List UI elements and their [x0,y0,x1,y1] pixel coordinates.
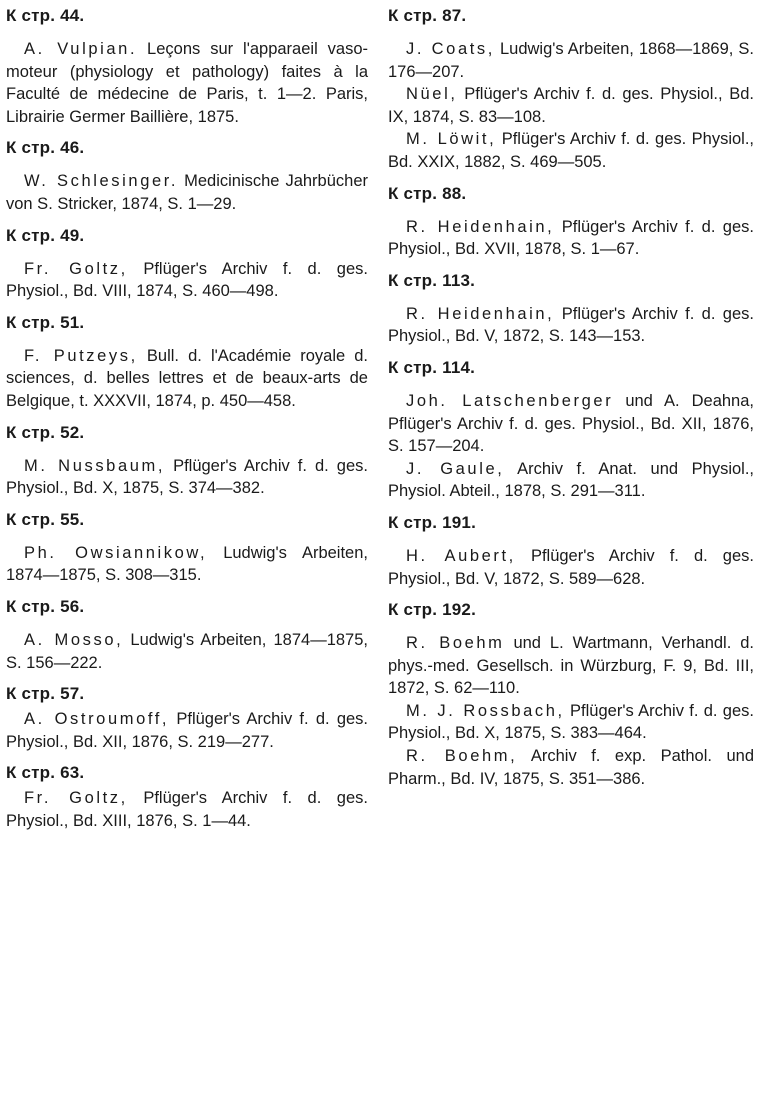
reference-text: Archiv f. Anat. und Physiol., Physiol. Abteil., 1878, S. 291—311. [388,459,754,501]
section-p55 [6,508,368,587]
reference-entry [388,545,754,590]
section-p113 [388,269,754,348]
reference-entry [6,629,368,674]
reference-entry [388,216,754,261]
reference-text: Leçons sur l'apparaeil vaso-moteur (physiology et pathology) faites à la Faculté de médecine de Paris, t. 1—2. Paris, Librairie Germer Baillière, 1875. [6,40,369,126]
section-heading: К стр. 55. [6,509,85,529]
reference-text: Pflüger's Archiv f. d. ges. Physiol., Bd. VIII, 1874, S. 460—498. [6,259,368,301]
reference-entry [6,455,368,500]
reference-entry [388,83,754,128]
reference-author: J. Gaule, [406,459,505,478]
section-heading: К стр. 192. [388,600,476,620]
section-p63 [6,761,368,832]
section-heading: К стр. 44. [6,6,85,25]
reference-author: A. Mosso, [24,630,124,649]
section-p44 [6,4,368,128]
reference-entry [6,258,368,303]
reference-author: Nüel, [406,85,458,104]
section-heading: К стр. 57. [6,684,85,704]
section-heading: К стр. 63. [6,763,85,783]
section-heading: К стр. 52. [6,422,85,442]
reference-text: Pflüger's Archiv f. d. ges. Physiol., Bd. V, 1872, S. 589—628. [388,546,754,588]
reference-text: Ludwig's Arbeiten, 1874—1875, S. 156—222. [6,630,368,672]
reference-entry [388,128,754,173]
reference-author: Fr. Goltz, [24,259,128,278]
reference-text: Pflüger's Archiv f. d. ges. Physiol., Bd. XIII, 1876, S. 1—44. [6,789,368,830]
reference-text: Pflüger's Archiv f. d. ges. Physiol., Bd. V, 1872, S. 143—153. [388,304,754,346]
reference-entry [6,38,368,128]
reference-text: Ludwig's Arbeiten, 1868—1869, S. 176—207. [388,40,754,81]
reference-entry [388,390,754,458]
reference-author: M. Löwit, [406,130,497,149]
reference-author: M. J. Rossbach, [406,701,565,720]
section-heading: К стр. 51. [6,312,85,332]
section-p88 [388,182,754,261]
section-p49 [6,224,368,303]
reference-entry [6,170,368,215]
reference-text: Pflüger's Archiv f. d. ges. Physiol., Bd. X, 1875, S. 374—382. [6,456,368,498]
reference-entry [6,787,368,832]
left-column [6,4,368,840]
reference-entry [388,38,754,83]
reference-text: Pflüger's Archiv f. d. ges. Physiol., Bd. IX, 1874, S. 83—108. [388,85,754,126]
reference-text: Pflüger's Archiv f. d. ges. Physiol., Bd. XXIX, 1882, S. 469—505. [388,130,755,171]
reference-entry [388,303,754,348]
reference-text: und A. Deahna, Pflüger's Archiv f. d. ges. Physiol., Bd. XII, 1876, S. 157—204. [388,391,754,456]
reference-author: F. Putzeys, [24,346,138,365]
reference-author: A. Ostroumoff, [24,710,170,729]
reference-text: Bull. d. l'Académie royale d. sciences, d. belles lettres et de beaux-arts de Belgique, t. XXXVII, 1874, p. 450—458. [6,346,369,410]
section-p51 [6,311,368,413]
reference-author: Ph. Owsiannikow, [24,543,208,562]
reference-author: H. Aubert, [406,546,516,565]
section-p52 [6,421,368,500]
reference-author: J. Coats, [406,40,495,58]
reference-author: Joh. Latschenberger [406,391,614,410]
right-column [388,4,754,798]
reference-author: R. Boehm [406,634,505,653]
section-heading: К стр. 88. [388,183,467,203]
section-p114 [388,356,754,503]
reference-author: R. Heidenhain, [406,217,555,236]
section-heading: К стр. 114. [388,357,476,377]
section-heading: К стр. 87. [388,6,467,25]
section-p56 [6,595,368,674]
reference-entry [388,458,754,503]
reference-author: R. Boehm, [406,747,518,766]
section-heading: К стр. 56. [6,596,85,616]
reference-text: Pflüger's Archiv f. d. ges. Physiol., Bd. XVII, 1878, S. 1—67. [388,217,754,259]
section-p192 [388,598,754,790]
section-heading: К стр. 191. [388,512,476,532]
reference-text: Ludwig's Arbeiten, 1874—1875, S. 308—315. [6,543,368,585]
reference-entry [6,345,368,413]
reference-entry [388,745,754,790]
reference-entry [388,632,754,700]
reference-author: Fr. Goltz, [24,789,128,808]
reference-entry [6,708,368,753]
reference-author: A. Vulpian. [24,40,138,58]
section-p191 [388,511,754,590]
section-heading: К стр. 49. [6,225,85,245]
section-heading: К стр. 113. [388,270,476,290]
reference-author: R. Heidenhain, [406,304,555,323]
reference-author: M. Nussbaum, [24,456,166,475]
reference-entry [6,542,368,587]
reference-text: Archiv f. exp. Pathol. und Pharm., Bd. IV, 1875, S. 351—386. [388,747,754,788]
reference-text: Pflüger's Archiv f. d. ges. Physiol., Bd. XII, 1876, S. 219—277. [6,710,369,751]
reference-text: Medicinische Jahrbücher von S. Stricker, 1874, S. 1—29. [6,172,368,213]
section-p46 [6,136,368,215]
section-p87 [388,4,754,174]
reference-author: W. Schlesinger. [24,172,179,191]
reference-text: und L. Wartmann, Verhandl. d. phys.-med. Gesellsch. in Würzburg, F. 9, Bd. III, 1872, S. 62—110. [388,634,754,698]
section-heading: К стр. 46. [6,138,85,158]
reference-text: Pflüger's Archiv f. d. ges. Physiol., Bd. X, 1875, S. 383—464. [388,701,754,743]
section-p57 [6,682,368,753]
reference-entry [388,700,754,745]
